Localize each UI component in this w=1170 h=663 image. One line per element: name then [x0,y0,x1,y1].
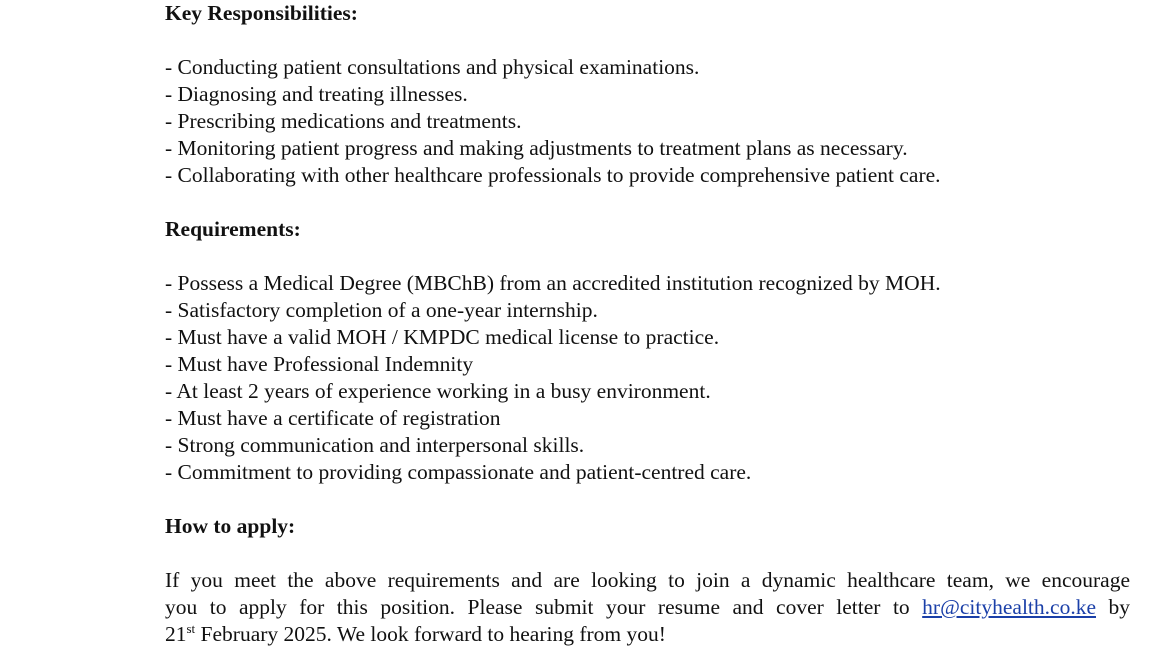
apply-line-2-end: by [1108,595,1130,619]
list-item: - Monitoring patient progress and making adjustments to treatment plans as necessary. [165,136,908,160]
apply-paragraph [165,567,1130,648]
list-item: - At least 2 years of experience working in a busy environment. [165,379,711,403]
deadline-day: 21 [165,622,187,646]
list-item: - Must have a certificate of registration [165,406,501,430]
list-item: - Conducting patient consultations and physical examinations. [165,55,700,79]
list-item: - Collaborating with other healthcare professionals to provide comprehensive patient care. [165,163,941,187]
how-to-apply-heading: How to apply: [165,514,296,538]
deadline-day-suffix: st [186,621,196,636]
apply-line-2-text: you to apply for this position. Please submit your resume and cover letter to [165,595,910,619]
list-item: - Commitment to providing compassionate and patient-centred care. [165,460,752,484]
list-item: - Must have a valid MOH / KMPDC medical license to practice. [165,325,720,349]
key-responsibilities-heading: Key Responsibilities: [165,1,358,25]
requirements-heading: Requirements: [165,217,301,241]
responsibilities-list [165,54,941,189]
list-item: - Prescribing medications and treatments. [165,109,522,133]
list-item: - Diagnosing and treating illnesses. [165,82,468,106]
list-item: - Satisfactory completion of a one-year internship. [165,298,598,322]
list-item: - Must have Professional Indemnity [165,352,474,376]
apply-line-3-text: February 2025. We look forward to hearing from you! [195,622,666,646]
apply-line-1: If you meet the above requirements and are looking to join a dynamic healthcare team, we encourage [165,568,1130,592]
email-link[interactable]: hr@cityhealth.co.ke [922,595,1096,619]
apply-line-3 [165,621,1130,648]
list-item: - Possess a Medical Degree (MBChB) from an accredited institution recognized by MOH. [165,271,941,295]
list-item: - Strong communication and interpersonal skills. [165,433,585,457]
requirements-list [165,270,941,486]
apply-line-2 [165,594,1130,621]
